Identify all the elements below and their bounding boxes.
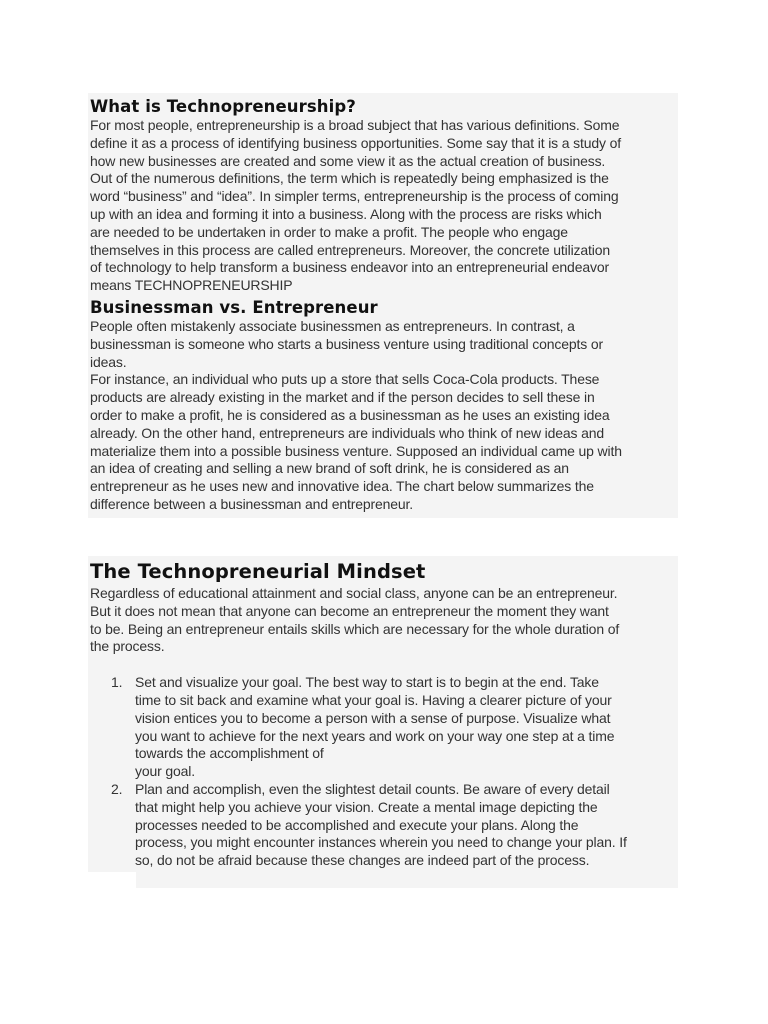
paragraph-businessman-example: For instance, an individual who puts up a store that sells Coca-Cola products. These products are already existing in the market and if the person decides to sell these in order to make a profit, he is considered as a businessman as he uses an existing idea already. On the other hand, entrepreneurs are individuals who think of new ideas and materialize them into a possible business venture. Supposed an individual came up with an idea of creating and selling a new brand of soft drink, he is considered as an entrepreneur as he uses new and innovative idea. The chart below summarizes the difference between a businessman and entrepreneur. <box>90 371 622 512</box>
document-lower-content <box>90 559 680 870</box>
heading-what-is-technopreneurship: What is Technopreneurship? <box>90 97 356 116</box>
list-item: 1. Set and visualize your goal. The best way to start is to begin at the end. Take time to sit back and examine what your goal is. Having a clearer picture of your vision entices you to become a person with a sense of purpose. Visualize what you want to achieve for the next years and work on your way one step at a time towards the accomplishment of your goal. <box>111 674 615 780</box>
paragraph-technopreneurship-definition: For most people, entrepreneurship is a broad subject that has various definitions. Some define it as a process of identifying business opportunities. Some say that it is a study of how new businesses are created and some view it as the actual creation of business. Out of the numerous definitions, the term which is repeatedly being emphasized is the word “business” and “idea”. In simpler terms, entrepreneurship is the process of coming up with an idea and forming it into a business. Along with the process are risks which are needed to be undertaken in order to make a profit. The people who engage themselves in this process are called entrepreneurs. Moreover, the concrete utilization of technology to help transform a business endeavor into an entrepreneurial endeavor means TECHNOPRENEURSHIP <box>90 117 621 294</box>
mindset-steps-list <box>90 674 680 870</box>
heading-technopreneurial-mindset: The Technopreneurial Mindset <box>90 560 426 583</box>
paragraph-businessman-definition: People often mistakenly associate businessmen as entrepreneurs. In contrast, a businessman is someone who starts a business venture using traditional concepts or ideas. <box>90 317 603 370</box>
paragraph-mindset-intro: Regardless of educational attainment and social class, anyone can be an entrepreneur. But it does not mean that anyone can become an entrepreneur the moment they want to be. Being an entrepreneur entails skills which are necessary for the whole duration of the process. <box>90 585 620 655</box>
list-item: 2. Plan and accomplish, even the slightest detail counts. Be aware of every detail that might help you achieve your vision. Create a mental image depicting the processes needed to be accomplished and execute your plans. Along the process, you might encounter instances wherein you need to change your plan. If so, do not be afraid because these changes are indeed part of the process. <box>111 780 627 869</box>
heading-businessman-vs-entrepreneur: Businessman vs. Entrepreneur <box>90 297 378 317</box>
section-background-bottom-tail <box>136 868 678 888</box>
document-upper-content <box>90 96 680 514</box>
